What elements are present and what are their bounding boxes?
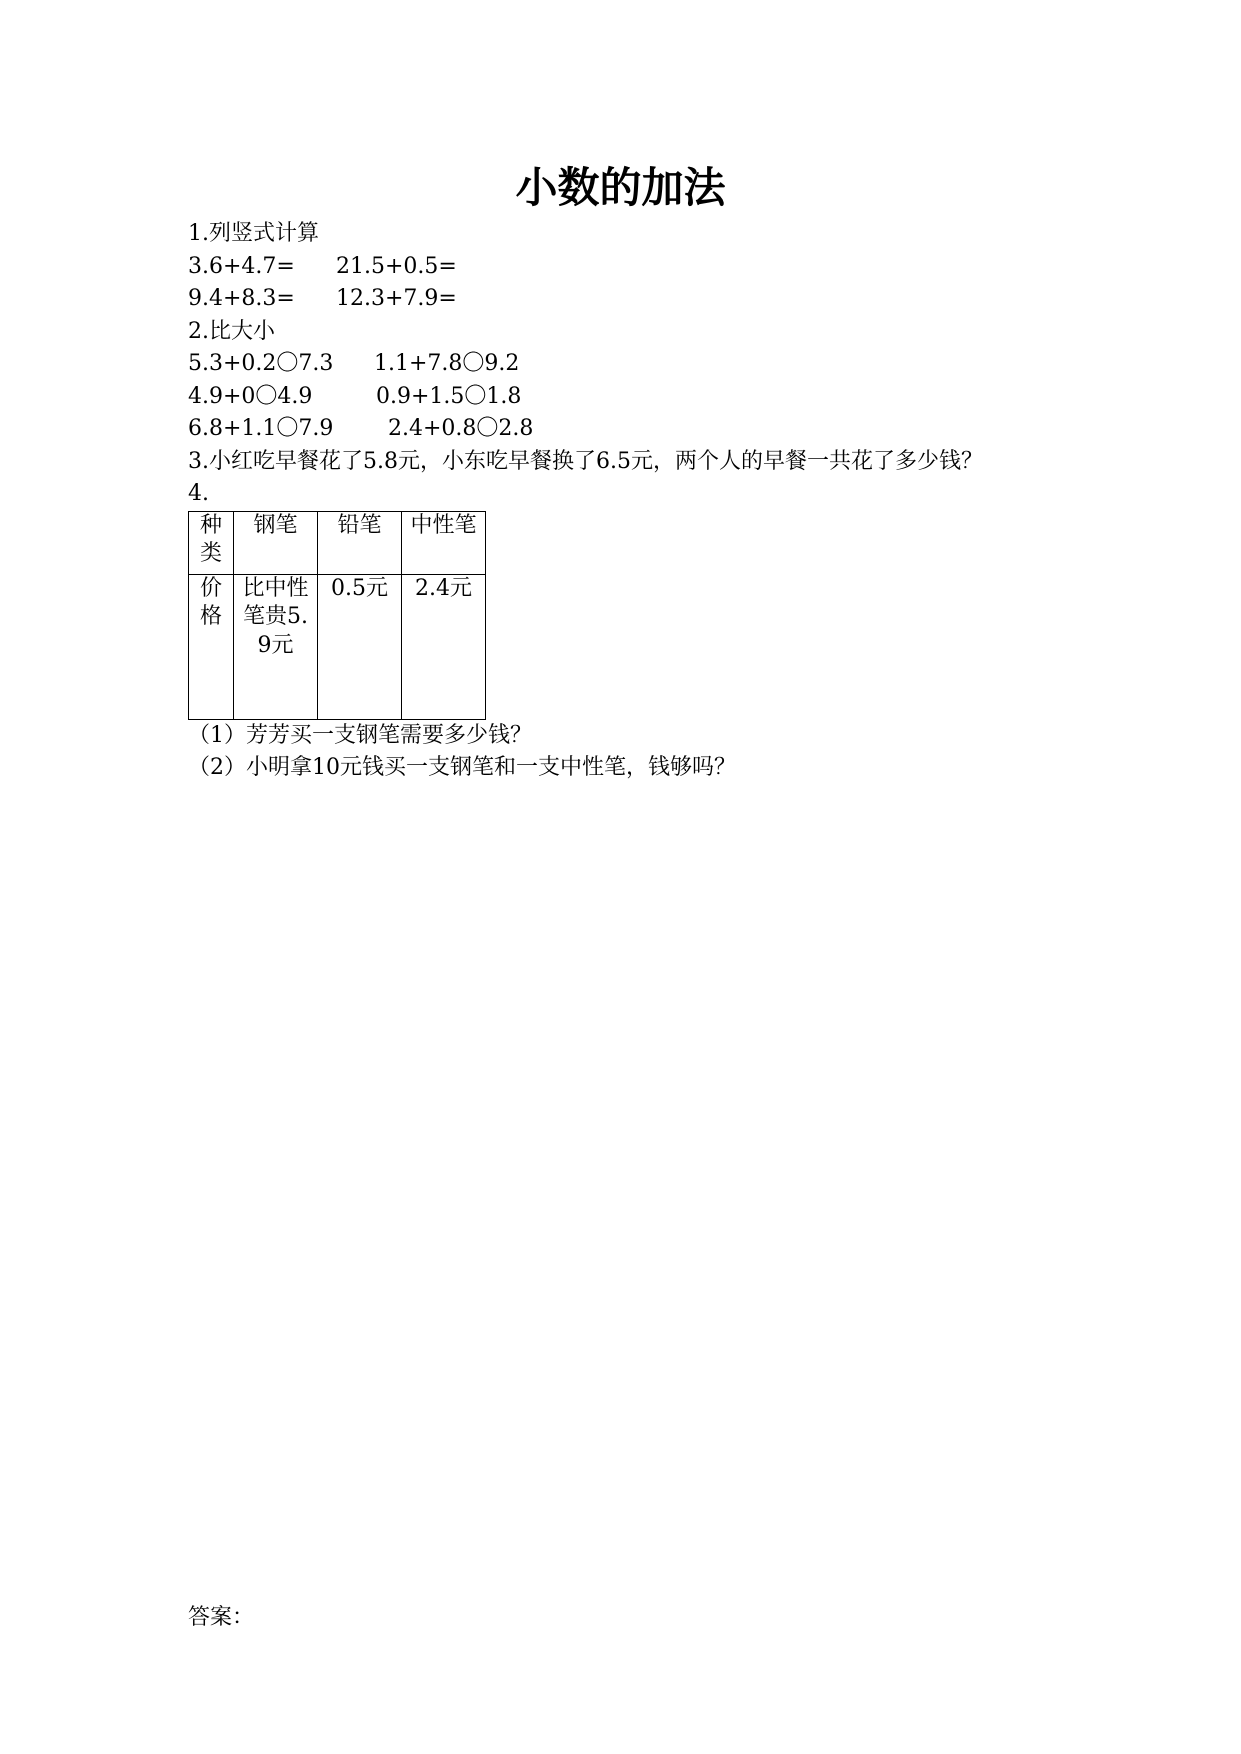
- cell-text: 中性笔: [410, 512, 477, 538]
- table-cell: [189, 511, 234, 574]
- table-cell: [318, 511, 402, 574]
- table-row: [189, 511, 486, 574]
- table-row: [189, 574, 486, 719]
- table-cell: [234, 574, 318, 719]
- q4-subquestion: （1）芳芳买一支钢笔需要多少钱？: [188, 722, 532, 748]
- table-cell: [402, 574, 486, 719]
- cell-text: 钢笔: [253, 512, 298, 538]
- table-cell: [318, 574, 402, 719]
- q2-row: [188, 348, 1068, 381]
- q2-comparison: 1.1+7.8〇9.2: [374, 351, 520, 376]
- price-table: [188, 511, 486, 720]
- table-cell: [234, 511, 318, 574]
- q3-text: 3.小红吃早餐花了5.8元，小东吃早餐换了6.5元，两个人的早餐一共花了多少钱？: [188, 448, 983, 474]
- q4-heading: 4.: [188, 481, 209, 506]
- q2-comparison: 5.3+0.2〇7.3: [188, 351, 334, 376]
- cell-text: 铅笔: [337, 512, 382, 538]
- cell-text: 比中性笔贵5.9元: [242, 575, 309, 658]
- q2-row: [188, 413, 1068, 446]
- q2-comparison: 6.8+1.1〇7.9: [188, 416, 334, 441]
- q1-expression: 9.4+8.3=: [188, 286, 295, 311]
- q2-heading: 2.比大小: [188, 318, 275, 344]
- q2-row: [188, 381, 1068, 414]
- q4-subquestion: （2）小明拿10元钱买一支钢笔和一支中性笔，钱够吗？: [188, 755, 736, 780]
- table-cell: [189, 574, 234, 719]
- q1-expression: 3.6+4.7=: [188, 253, 295, 279]
- q1-heading: 1.列竖式计算: [188, 221, 319, 246]
- q1-expression: 12.3+7.9=: [336, 286, 457, 311]
- q1-row: [188, 251, 1068, 284]
- q1-row: [188, 283, 1068, 316]
- worksheet-content: [188, 218, 1068, 785]
- q2-comparison: 2.4+0.8〇2.8: [388, 416, 534, 441]
- cell-text: 种类: [199, 512, 222, 566]
- q2-comparison: 4.9+0〇4.9: [188, 383, 313, 409]
- cell-text: 价格: [199, 575, 222, 629]
- answer-label: 答案：: [188, 1605, 255, 1630]
- table-cell: [402, 511, 486, 574]
- q1-expression: 21.5+0.5=: [336, 253, 457, 279]
- cell-text: 2.4元: [415, 575, 472, 601]
- cell-text: 0.5元: [331, 575, 388, 601]
- q2-comparison: 0.9+1.5〇1.8: [376, 383, 522, 409]
- page-title: 小数的加法: [515, 163, 726, 212]
